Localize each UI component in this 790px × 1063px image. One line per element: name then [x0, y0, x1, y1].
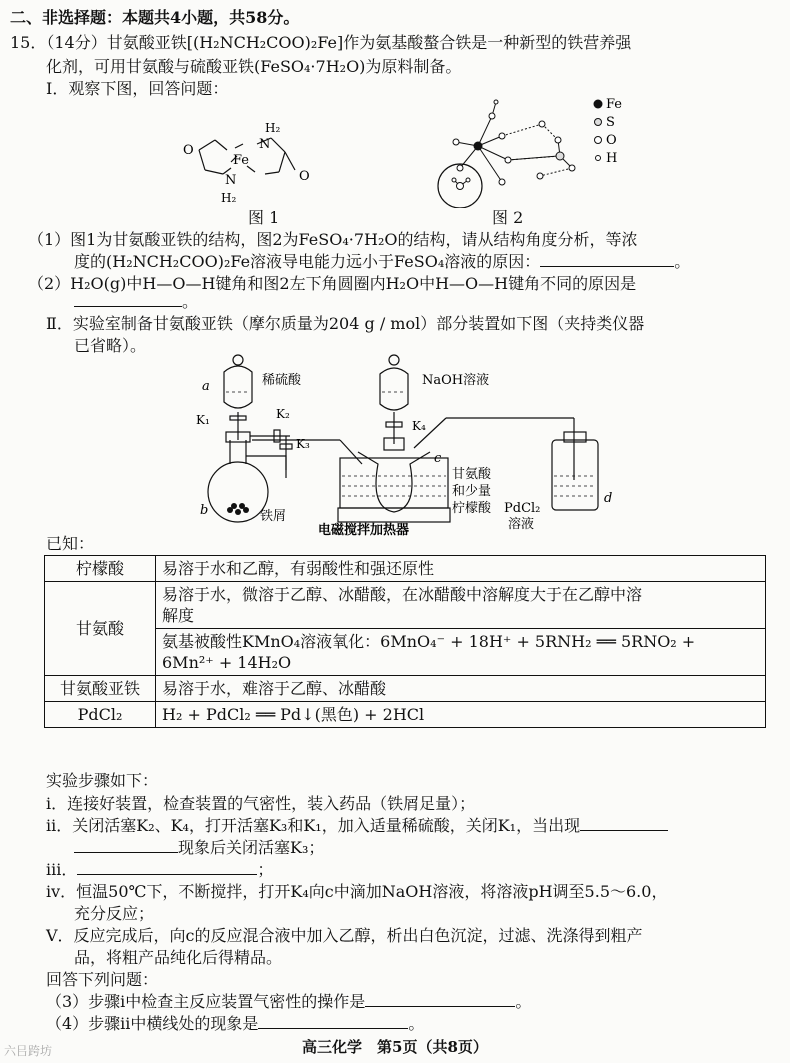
question-stem-line2: 化剂，可用甘氨酸与硫酸亚铁(FeSO₄·7H₂O)为原料制备。 — [46, 57, 462, 76]
watermark: 六㠯跨坊 — [4, 1044, 53, 1058]
step2-line1-wrap — [46, 816, 668, 836]
known-table — [44, 555, 766, 728]
fig2-legend-s: S — [606, 115, 615, 130]
step3-end: ； — [257, 860, 274, 879]
pdcl2-name: PdCl₂ — [45, 702, 156, 728]
q1-line2: 度的(H₂NCH₂COO)₂Fe溶液导电能力远小于FeSO₄溶液的原因： — [74, 252, 541, 271]
step3-wrap — [46, 860, 273, 880]
step3-blank[interactable] — [77, 860, 257, 875]
glycine-name: 甘氨酸 — [45, 582, 156, 676]
pdcl2-prop: H₂ + PdCl₂ ══ Pd↓(黑色) + 2HCl — [156, 702, 766, 728]
step2-line2: 现象后关闭活塞K₃； — [178, 838, 325, 857]
label-stirrer: 电磁搅拌加热器 — [318, 523, 410, 538]
step4-line2: 充分反应； — [74, 904, 155, 923]
citric-prop: 易溶于水和乙醇，有弱酸性和强还原性 — [156, 556, 766, 582]
q1-answer-blank[interactable] — [540, 252, 674, 267]
q4-answer-blank[interactable] — [258, 1014, 408, 1029]
fig1-o-left: O — [183, 143, 194, 158]
glycine-prop2-line1: 氨基被酸性KMnO₄溶液氧化：6MnO₄⁻ + 18H⁺ + 5RNH₂ ══ 5RNO₂ + — [162, 632, 696, 651]
label-a: a — [202, 379, 210, 394]
step3-prefix: ⅲ． — [46, 860, 78, 879]
label-pdcl2-1: PdCl₂ — [504, 501, 541, 516]
figure1-structure — [175, 118, 325, 208]
label-d: d — [604, 491, 613, 506]
question-stem-line1: 15．（14分）甘氨酸亚铁[(H₂NCH₂COO)₂Fe]作为氨基酸螯合铁是一种新型的铁营养强 — [10, 33, 632, 52]
label-k2: K₂ — [276, 407, 290, 421]
q1-line2-wrap — [74, 252, 690, 272]
step2-line2-wrap — [74, 838, 324, 858]
fig2-legend-o: O — [606, 133, 617, 148]
ferrous-prop: 易溶于水，难溶于乙醇、冰醋酸 — [156, 676, 766, 702]
q3-wrap — [46, 992, 531, 1012]
citric-name: 柠檬酸 — [45, 556, 156, 582]
q1-line1: （1）图1为甘氨酸亚铁的结构，图2为FeSO₄·7H₂O的结构，请从结构角度分析，等浓 — [28, 230, 638, 249]
glycine-prop1-line2: 解度 — [162, 606, 195, 625]
table-row — [45, 582, 766, 629]
label-glycine-3: 柠檬酸 — [452, 501, 492, 516]
fig1-h2-top: H₂ — [265, 121, 281, 135]
figure2-structure — [432, 96, 642, 208]
glycine-prop1 — [156, 582, 766, 629]
q2-answer-wrap — [74, 292, 198, 312]
label-k3: K₃ — [296, 437, 310, 451]
q3-answer-blank[interactable] — [365, 992, 515, 1007]
label-naoh: NaOH溶液 — [422, 373, 490, 388]
q2-answer-blank[interactable] — [74, 292, 182, 307]
apparatus-diagram — [190, 352, 630, 538]
fig1-n-top: N — [259, 137, 271, 152]
q2-line1: （2）H₂O(g)中H—O—H键角和图2左下角圆圈内H₂O中H—O—H键角不同的原因是 — [28, 274, 637, 293]
steps-title: 实验步骤如下： — [46, 771, 159, 790]
step2-blank-b[interactable] — [74, 838, 178, 853]
label-dilute-acid: 稀硫酸 — [262, 373, 302, 388]
part2-line2: 已省略）。 — [74, 336, 147, 355]
fig1-n-bottom: N — [225, 173, 237, 188]
table-row — [45, 676, 766, 702]
table-row — [45, 702, 766, 728]
step5-line1: Ⅴ．反应完成后，向c的反应混合液中加入乙醇，析出白色沉淀，过滤、洗涤得到粗产 — [46, 926, 643, 945]
label-k4: K₄ — [412, 419, 426, 433]
figure2-caption: 图 2 — [492, 208, 524, 227]
answer-title: 回答下列问题： — [46, 970, 159, 989]
q3-end: 。 — [515, 992, 532, 1011]
glycine-prop2-line2: 6Mn²⁺ + 14H₂O — [162, 653, 292, 672]
label-pdcl2-2: 溶液 — [508, 517, 535, 532]
label-c: c — [434, 451, 442, 466]
step4-line1: ⅳ．恒温50℃下，不断搅拌，打开K₄向c中滴加NaOH溶液，将溶液pH调至5.5～6.0， — [46, 882, 668, 901]
known-label: 已知： — [46, 534, 95, 553]
part2-line1: Ⅱ．实验室制备甘氨酸亚铁（摩尔质量为204 g / mol）部分装置如下图（夹持类仪器 — [46, 314, 645, 333]
fig1-o-right: O — [299, 169, 310, 184]
step1: ⅰ．连接好装置，检查装置的气密性，装入药品（铁屑足量）； — [46, 794, 476, 813]
fig2-legend-fe: Fe — [606, 97, 623, 112]
step2-line1: ⅱ．关闭活塞K₂、K₄，打开活塞K₃和K₁，加入适量稀硫酸，关闭K₁，当出现 — [46, 816, 581, 835]
q3: （3）步骤ⅰ中检查主反应装置气密性的操作是 — [46, 992, 366, 1011]
ferrous-name: 甘氨酸亚铁 — [45, 676, 156, 702]
section-title: 二、非选择题：本题共4小题，共58分。 — [10, 8, 300, 27]
fig1-fe: Fe — [233, 153, 250, 168]
q2-end: 。 — [182, 292, 199, 311]
page-footer: 高三化学 第5页（共8页） — [302, 1038, 488, 1056]
q4-end: 。 — [408, 1014, 425, 1033]
q1-end: 。 — [674, 252, 691, 271]
step2-blank-a[interactable] — [580, 816, 668, 831]
q4: （4）步骤ⅱ中横线处的现象是 — [46, 1014, 259, 1033]
label-glycine-1: 甘氨酸 — [452, 467, 492, 482]
fig1-h2-bottom: H₂ — [221, 191, 237, 205]
table-row — [45, 556, 766, 582]
step5-line2: 品，将粗产品纯化后得精品。 — [74, 948, 283, 967]
label-b: b — [200, 503, 209, 518]
glycine-prop2 — [156, 629, 766, 676]
label-k1: K₁ — [196, 413, 210, 427]
figure1-caption: 图 1 — [248, 208, 280, 227]
part1-title: Ⅰ．观察下图，回答问题： — [46, 79, 229, 98]
q4-wrap — [46, 1014, 424, 1034]
fig2-legend-h: H — [606, 151, 618, 166]
label-iron: 铁屑 — [260, 509, 287, 524]
glycine-prop1-line1: 易溶于水，微溶于乙醇、冰醋酸，在冰醋酸中溶解度大于在乙醇中溶 — [162, 585, 643, 604]
label-glycine-2: 和少量 — [452, 484, 492, 499]
